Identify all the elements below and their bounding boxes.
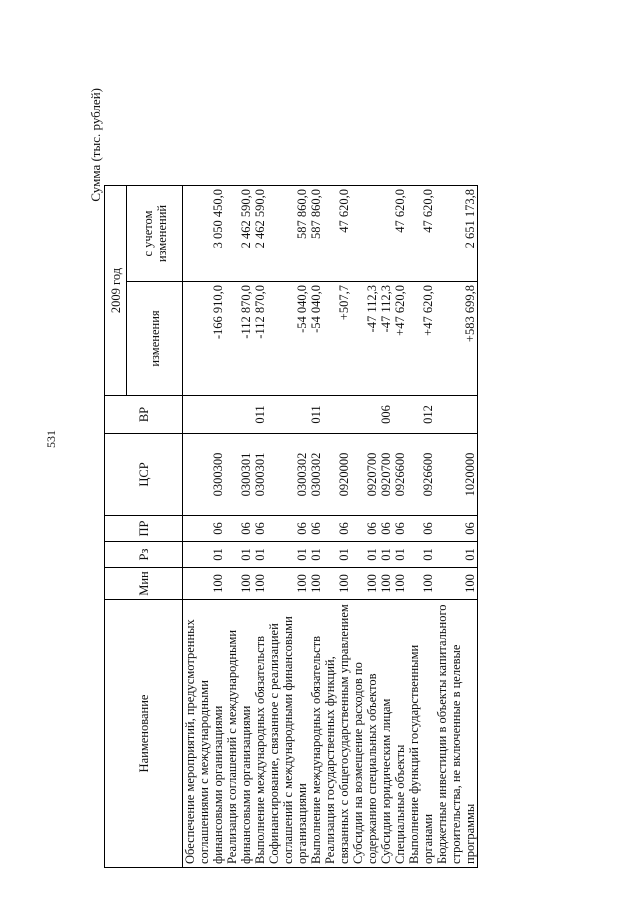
cell-pr: 06 [393,516,407,542]
header-rz: Рз [105,542,183,568]
header-min: Мин [105,568,183,600]
table-row [351,186,379,868]
cell-name: Выполнение международных обязательств [309,600,323,868]
cell-pr: 06 [379,516,393,542]
table-row [407,186,435,868]
cell-total: 47 620,0 [407,186,435,282]
cell-change: -112 870,0 [253,282,267,396]
table-row [267,186,309,868]
cell-total [379,186,393,282]
cell-csr: 0300302 [267,434,309,516]
cell-rz: 01 [379,542,393,568]
header-pr: ПР [105,516,183,542]
cell-name: Субсидии юридическим лицам [379,600,393,868]
cell-change: -47 112,3 [379,282,393,396]
table-row [393,186,407,868]
cell-pr: 06 [225,516,253,542]
cell-csr: 0300301 [253,434,267,516]
cell-csr: 0300301 [225,434,253,516]
cell-vr [323,396,351,434]
table-row [225,186,253,868]
cell-rz: 01 [435,542,478,568]
cell-vr: 011 [309,396,323,434]
cell-rz: 01 [267,542,309,568]
cell-rz: 01 [183,542,226,568]
cell-rz: 01 [407,542,435,568]
cell-name: Субсидии на возмещение расходов по содержанию специальных объектов [351,600,379,868]
table-row [323,186,351,868]
cell-vr [225,396,253,434]
header-csr: ЦСР [105,434,183,516]
cell-csr: 0300302 [309,434,323,516]
cell-rz: 01 [393,542,407,568]
cell-csr: 0920700 [379,434,393,516]
cell-change: +47 620,0 [407,282,435,396]
table-row [435,186,478,868]
header-with-changes: с учетом изменений [127,186,183,282]
cell-rz: 01 [323,542,351,568]
cell-min: 100 [225,568,253,600]
cell-vr [393,396,407,434]
cell-total: 3 050 450,0 [183,186,226,282]
cell-total: 2 651 173,8 [435,186,478,282]
header-name: Наименование [105,600,183,868]
cell-vr: 006 [379,396,393,434]
cell-name: Специальные объекты [393,600,407,868]
cell-pr: 06 [309,516,323,542]
table-row [183,186,226,868]
header-changes: изменения [127,282,183,396]
table-row [253,186,267,868]
cell-min: 100 [435,568,478,600]
cell-change: -54 040,0 [267,282,309,396]
cell-vr [183,396,226,434]
rotated-page-content [88,88,588,868]
cell-pr: 06 [183,516,226,542]
cell-min: 100 [407,568,435,600]
cell-csr: 1020000 [435,434,478,516]
cell-name: Софинансирование, связанное с реализацией соглашений с международными финансовыми организациями [267,600,309,868]
header-year: 2009 год [105,186,127,396]
cell-min: 100 [351,568,379,600]
cell-pr: 06 [323,516,351,542]
header-vr: ВР [105,396,183,434]
cell-min: 100 [323,568,351,600]
cell-change: -166 910,0 [183,282,226,396]
units-caption: Сумма (тыс. рублей) [88,88,103,202]
cell-csr: 0920000 [323,434,351,516]
cell-total: 587 860,0 [309,186,323,282]
cell-rz: 01 [253,542,267,568]
table-row [379,186,393,868]
cell-min: 100 [253,568,267,600]
cell-name: Выполнение международных обязательств [253,600,267,868]
cell-total: 2 462 590,0 [253,186,267,282]
cell-pr: 06 [253,516,267,542]
cell-min: 100 [267,568,309,600]
cell-min: 100 [309,568,323,600]
cell-change: -112 870,0 [225,282,253,396]
cell-vr [435,396,478,434]
cell-total: 587 860,0 [267,186,309,282]
cell-change: -54 040,0 [309,282,323,396]
cell-pr: 06 [351,516,379,542]
cell-csr: 0300300 [183,434,226,516]
cell-pr: 06 [435,516,478,542]
cell-name: Реализация соглашений с международными финансовыми организациями [225,600,253,868]
cell-total: 47 620,0 [393,186,407,282]
cell-total: 47 620,0 [323,186,351,282]
cell-rz: 01 [225,542,253,568]
cell-name: Бюджетные инвестиции в объекты капитального строительства, не включенные в целевые программы [435,600,478,868]
cell-name: Реализация государственных функций, связанных с общегосударственным управлением [323,600,351,868]
cell-change: +47 620,0 [393,282,407,396]
cell-total [351,186,379,282]
cell-name: Выполнение функций государственными органами [407,600,435,868]
cell-vr: 011 [253,396,267,434]
cell-rz: 01 [351,542,379,568]
cell-vr [351,396,379,434]
cell-total: 2 462 590,0 [225,186,253,282]
budget-table [104,185,478,868]
cell-name: Обеспечение мероприятий, предусмотренных соглашениями с международными финансовыми организациями [183,600,226,868]
cell-min: 100 [393,568,407,600]
page-number: 531 [44,430,58,448]
cell-change: +507,7 [323,282,351,396]
cell-csr: 0920700 [351,434,379,516]
cell-rz: 01 [309,542,323,568]
cell-vr: 012 [407,396,435,434]
cell-csr: 0926600 [393,434,407,516]
cell-csr: 0926600 [407,434,435,516]
cell-pr: 06 [267,516,309,542]
cell-change: -47 112,3 [351,282,379,396]
table-row [309,186,323,868]
cell-pr: 06 [407,516,435,542]
cell-change: +583 699,8 [435,282,478,396]
cell-min: 100 [379,568,393,600]
cell-min: 100 [183,568,226,600]
cell-vr [267,396,309,434]
